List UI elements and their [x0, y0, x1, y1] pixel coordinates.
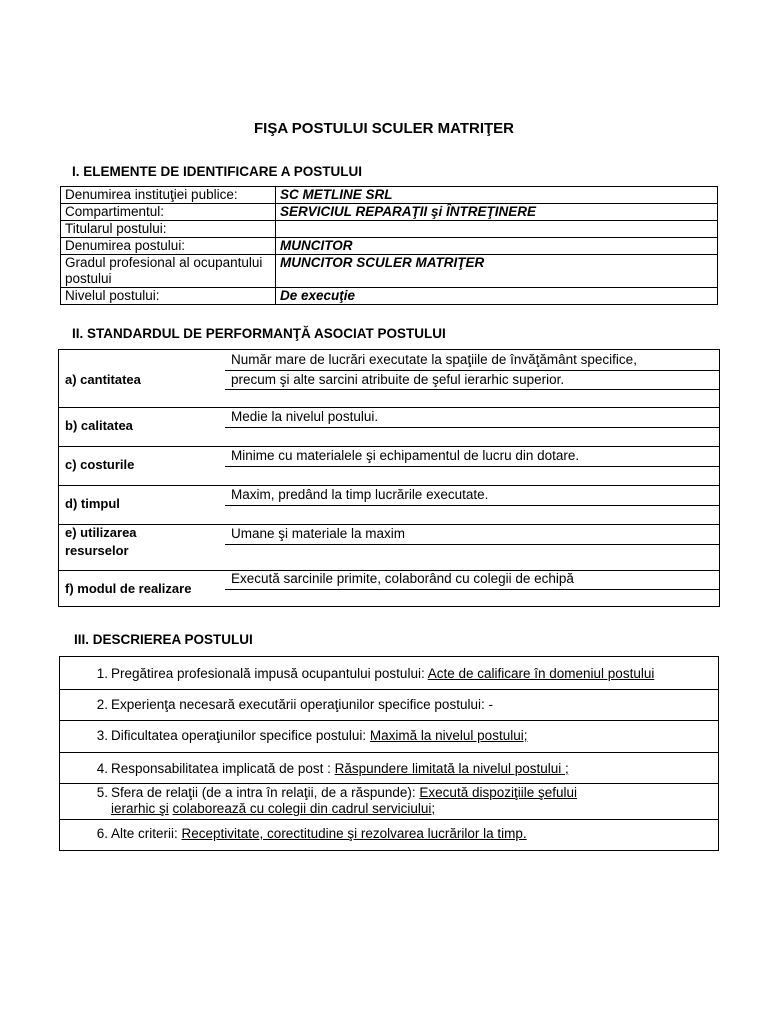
list-item: 3. Dificultatea operaţiunilor specifice postului: Maximă la nivelul postului; — [60, 720, 718, 753]
list-item: 5. Sfera de relaţii (de a intra în relaţii, de a răspunde): Execută dispoziţiile şefului ierarhic şi colaborează cu colegii din cadrul serviciului; — [60, 783, 718, 820]
criterion-text: precum şi alte sarcini atribuite de şeful ierarhic superior. — [231, 372, 565, 387]
criterion-label: f) modul de realizare — [65, 581, 192, 596]
row-value: MUNCITOR SCULER MATRIŢER — [276, 255, 718, 288]
table-row — [61, 221, 718, 238]
table-row — [61, 204, 718, 221]
criterion-text: Umane şi materiale la maxim — [231, 526, 406, 541]
row-label: Denumirea instituţiei publice: — [61, 187, 276, 204]
row-label: Gradul profesional al ocupantului postului — [61, 255, 276, 288]
row-label: Nivelul postului: — [61, 288, 276, 305]
criterion-label: a) cantitatea — [65, 372, 141, 387]
row-label: Compartimentul: — [61, 204, 276, 221]
table-row — [61, 288, 718, 305]
performance-table — [58, 349, 720, 607]
list-item: 2. Experienţa necesară executării operaţiunilor specifice postului: - — [60, 689, 718, 721]
criterion-text: Execută sarcinile primite, colaborând cu colegii de echipă — [231, 571, 574, 586]
row-value: De execuţie — [276, 288, 718, 305]
criterion-label: d) timpul — [65, 496, 120, 511]
row-label: Titularul postului: — [61, 221, 276, 238]
list-item: 1. Pregătirea profesională impusă ocupantului postului: Acte de calificare în domeniul postului — [60, 657, 718, 690]
identification-table — [60, 186, 718, 305]
criterion-text: Medie la nivelul postului. — [231, 409, 379, 424]
row-value: MUNCITOR — [276, 238, 718, 255]
row-value: SERVICIUL REPARAŢII şi ÎNTREŢINERE — [276, 204, 718, 221]
document-title: FIŞA POSTULUI SCULER MATRIŢER — [254, 120, 514, 137]
section-3-heading: III. DESCRIEREA POSTULUI — [74, 632, 253, 647]
criterion-label: e) utilizarea — [65, 525, 137, 540]
criterion-label: c) costurile — [65, 457, 135, 472]
section-1-heading: I. ELEMENTE DE IDENTIFICARE A POSTULUI — [72, 164, 363, 179]
section-2-heading: II. STANDARDUL DE PERFORMANŢĂ ASOCIAT POSTULUI — [72, 326, 446, 341]
row-value: SC METLINE SRL — [276, 187, 718, 204]
table-row — [61, 238, 718, 255]
list-item: 4. Responsabilitatea implicată de post : Răspundere limitată la nivelul postului ; — [60, 752, 718, 784]
list-item: 6. Alte criterii: Receptivitate, corectitudine şi rezolvarea lucrărilor la timp. — [96, 826, 527, 841]
job-description-table — [59, 656, 719, 851]
criterion-text: Maxim, predând la timp lucrările executate. — [231, 487, 489, 502]
row-label: Denumirea postului: — [61, 238, 276, 255]
criterion-text: Minime cu materialele şi echipamentul de lucru din dotare. — [231, 448, 580, 463]
table-row — [61, 255, 718, 288]
criterion-label: resurselor — [65, 543, 129, 558]
criterion-label: b) calitatea — [65, 418, 133, 433]
criterion-text: Număr mare de lucrări executate la spaţiile de învăţământ specifice, — [231, 352, 637, 367]
row-value — [276, 221, 718, 238]
table-row — [61, 187, 718, 204]
